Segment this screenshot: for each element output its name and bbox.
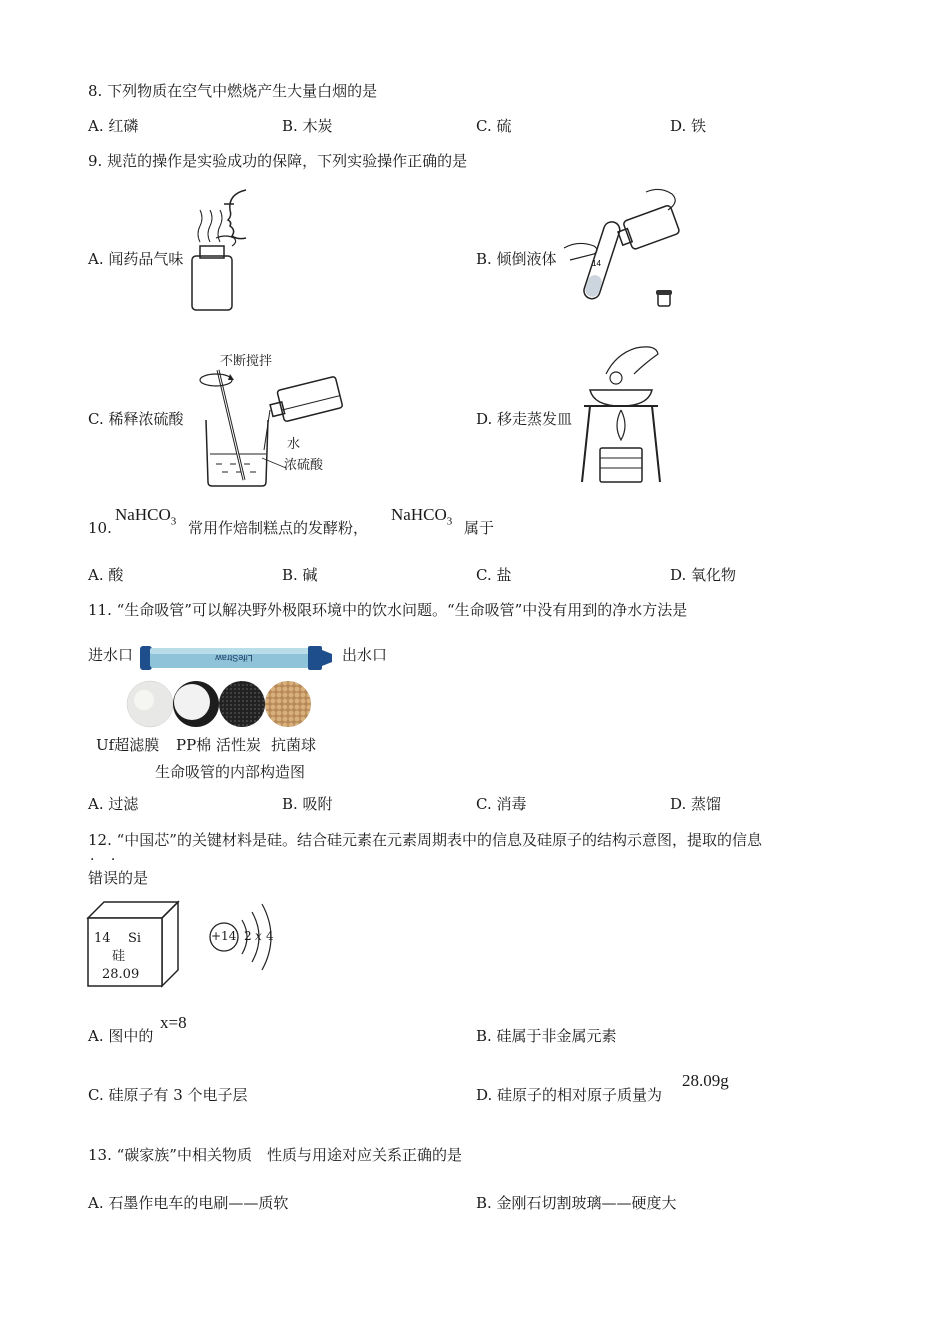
q10-text-2: 属于 (464, 519, 495, 537)
q12-option-a: A. 图中的 (88, 1027, 154, 1045)
nucleus-charge: +14 (211, 929, 237, 943)
q12-option-a-formula: x=8 (160, 1013, 187, 1032)
q11-option-c: C. 消毒 (476, 795, 527, 813)
q9-option-a: A. 闻药品气味 (88, 250, 184, 268)
layer-activated-carbon: 活性炭 (216, 736, 262, 754)
evaporating-dish-illustration (576, 344, 666, 486)
q9-option-b: B. 倾倒液体 (476, 250, 557, 268)
conc-acid-label: 浓硫酸 (284, 458, 324, 473)
water-label: 水 (287, 437, 301, 452)
pour-liquid-illustration (562, 186, 692, 314)
q13-option-a: A. 石墨作电车的电刷——质软 (88, 1194, 289, 1212)
layer-uf-membrane: Uf超滤膜 (96, 736, 160, 754)
q9-option-c: C. 稀释浓硫酸 (88, 410, 184, 428)
element-symbol: Si (128, 931, 142, 946)
q12-option-b: B. 硅属于非金属元素 (476, 1027, 617, 1045)
emphasis-dots: · · (90, 852, 122, 868)
stir-label: 不断搅拌 (220, 354, 273, 369)
q10-formula-1: NaHCO$_3$ (115, 505, 177, 528)
filter-materials-illustration (126, 680, 312, 728)
q10-number: 10. (88, 519, 112, 537)
q11-option-b: B. 吸附 (282, 795, 333, 813)
test-tube-number: 14 (592, 259, 601, 268)
shell-1-electrons: 2 (244, 929, 252, 943)
q9-option-d: D. 移走蒸发皿 (476, 410, 573, 428)
q8-option-a: A. 红磷 (88, 117, 139, 135)
shell-3-electrons: 4 (266, 929, 274, 943)
q13-stem: 13. “碳家族”中相关物质 性质与用途对应关系正确的是 (88, 1146, 462, 1164)
q11-stem: 11. “生命吸管”可以解决野外极限环境中的饮水问题。“生命吸管”中没有用到的净水方法是 (88, 601, 688, 619)
q10-option-b: B. 碱 (282, 566, 318, 584)
q10-option-d: D. 氧化物 (670, 566, 737, 584)
atomic-number: 14 (94, 931, 111, 946)
q8-option-c: C. 硫 (476, 117, 512, 135)
lifestraw-tube-illustration (138, 640, 338, 676)
q9-stem: 9. 规范的操作是实验成功的保障，下列实验操作正确的是 (88, 152, 468, 170)
q12-stem-emphasis: 错误的是 (88, 869, 149, 887)
q8-option-d: D. 铁 (670, 117, 707, 135)
q12-option-d-formula: 28.09g (682, 1071, 729, 1090)
smell-reagent-illustration (186, 186, 256, 314)
layer-pp-cotton: PP棉 (176, 736, 212, 754)
inlet-label: 进水口 (88, 646, 134, 664)
brand-label: LifeStraw (215, 653, 253, 663)
q12-option-d: D. 硅原子的相对原子质量为 (476, 1086, 663, 1104)
atomic-mass: 28.09 (102, 967, 140, 982)
q13-option-b: B. 金刚石切割玻璃——硬度大 (476, 1194, 677, 1212)
element-name: 硅 (112, 949, 126, 964)
q10-option-a: A. 酸 (88, 566, 124, 584)
layer-antibacterial-ball: 抗菌球 (271, 736, 317, 754)
q12-option-c: C. 硅原子有 3 个电子层 (88, 1086, 248, 1104)
outlet-label: 出水口 (342, 646, 388, 664)
q12-stem: 12. “中国芯”的关键材料是硅。结合硅元素在元素周期表中的信息及硅原子的结构示意图，提取的信息 (88, 831, 762, 849)
q10-option-c: C. 盐 (476, 566, 512, 584)
q8-option-b: B. 木炭 (282, 117, 333, 135)
q10-text-1: 常用作焙制糕点的发酵粉， (188, 519, 369, 537)
lifestraw-caption: 生命吸管的内部构造图 (155, 763, 306, 781)
q10-formula-2: NaHCO$_3$ (391, 505, 453, 528)
shell-2-electrons: x (255, 929, 262, 943)
q8-stem: 8. 下列物质在空气中燃烧产生大量白烟的是 (88, 82, 378, 100)
q11-option-a: A. 过滤 (88, 795, 139, 813)
q11-option-d: D. 蒸馏 (670, 795, 722, 813)
